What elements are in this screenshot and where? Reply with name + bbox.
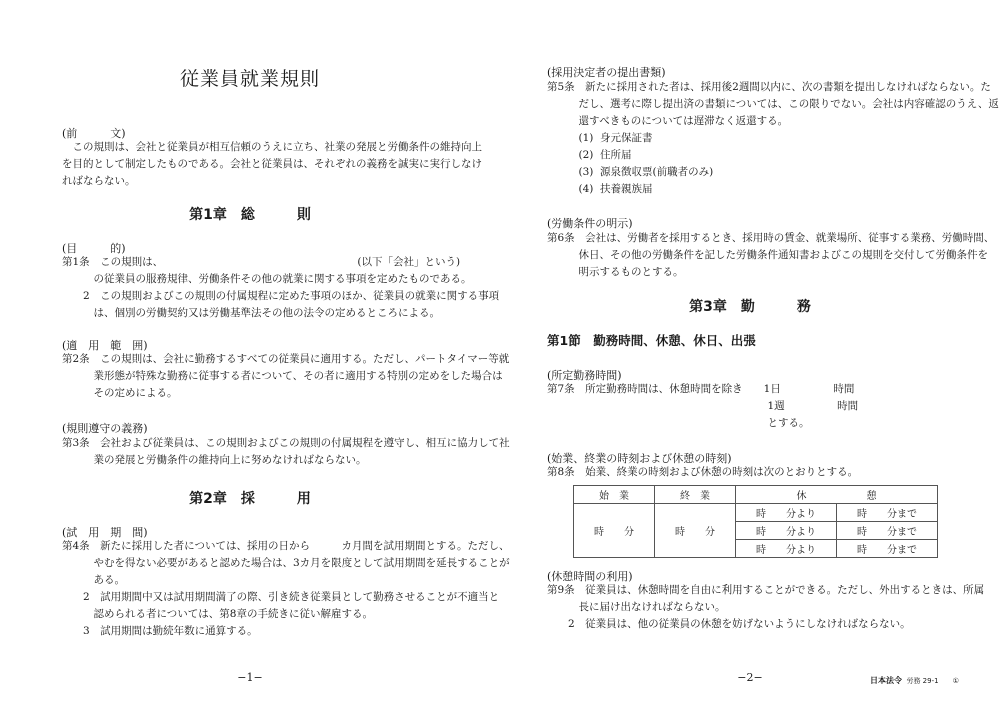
article-9-body: 第9条 従業員は、休憩時間を自由に利用することができる。ただし、外出するときは、所属 長に届け出なければならない。 2 従業員は、他の従業員の休憩を妨げないようにしなければならない。 <box>547 584 985 630</box>
article-7-heading: (所定勤務時間) <box>547 369 622 382</box>
section-1-title: 第1節 勤務時間、休憩、休日、出張 <box>547 333 756 348</box>
start-time-cell: 時 分 <box>574 504 655 558</box>
article-7-body: 第7条 所定勤務時間は、休憩時間を除き 1日 時間 1週 時間 とする。 <box>547 383 859 429</box>
header-break: 休 憩 <box>736 486 938 504</box>
article-5-heading: (採用決定者の提出書類) <box>547 66 666 79</box>
document-title: 従業員就業規則 <box>179 68 320 90</box>
article-8-heading: (始業、終業の時刻および休憩の時刻) <box>547 452 732 465</box>
article-8-body: 第8条 始業、終業の時刻および休憩の時刻は次のとおりとする。 <box>547 466 859 478</box>
form-code: 労務 29-1 ① <box>906 677 959 685</box>
article-2-body: 第2条 この規則は、会社に勤務するすべての従業員に適用する。ただし、パートタイマー等就 業形態が特殊な勤務に従事する者について、その者に適用する特別の定めをした場合は その定めによる。 <box>62 353 510 399</box>
table-row <box>574 504 938 522</box>
article-3-body: 第3条 会社および従業員は、この規則およびこの規則の付属規程を遵守し、相互に協力して社 業の発展と労働条件の維持向上に努めなければならない。 <box>62 437 510 466</box>
article-6-body: 第6条 会社は、労働者を採用するとき、採用時の賃金、就業場所、従事する業務、労働時間、 休日、その他の労働条件を記した労働条件通知書およびこの規則を交付して労働条件を 明示するものとする。 <box>547 232 995 278</box>
page-number-2: −2− <box>737 671 763 684</box>
break-from-cell: 時 分より <box>736 522 837 540</box>
right-page <box>500 0 1000 707</box>
chapter-1-title: 第1章 総 則 <box>189 207 311 223</box>
preamble-body: この規則は、会社と従業員が相互信頼のうえに立ち、社業の発展と労働条件の維持向上 を目的として制定したものである。会社と従業員は、それぞれの義務を誠実に実行しなけ ればならない。 <box>62 141 482 187</box>
article-4-heading: (試 用 期 間) <box>62 526 148 539</box>
page-number-1: −1− <box>237 671 263 684</box>
article-4-body: 第4条 新たに採用した者については、採用の日から カ月間を試用期間とする。ただし、 やむを得ない必要があると認めた場合は、3カ月を限度として試用期間を延長することが ある。 2 試用期間中又は試用期間満了の際、引き続き従業員として勤務させることが不適当と 認められる者については、第8章の手続きに従い解雇する。 3 試用期間は勤続年数に通算する。 <box>62 540 510 637</box>
article-1-body: 第1条 この規則は、 (以下「会社」という) の従業員の服務規律、労働条件その他の就業に関する事項を定めたものである。 2 この規則およびこの規則の付属規程に定めた事項のほか、従業員の就業に関する事項 は、個別の労働契約又は労働基準法その他の法令の定めるところによる。 <box>62 256 500 319</box>
break-to-cell: 時 分まで <box>837 504 938 522</box>
article-1-heading: (目 的) <box>62 242 126 255</box>
break-from-cell: 時 分より <box>736 540 837 558</box>
publisher-mark <box>870 675 959 686</box>
table-header-row <box>574 486 938 504</box>
end-time-cell: 時 分 <box>655 504 736 558</box>
article-9-heading: (休憩時間の利用) <box>547 570 633 583</box>
header-end: 終 業 <box>655 486 736 504</box>
break-to-cell: 時 分まで <box>837 522 938 540</box>
break-to-cell: 時 分まで <box>837 540 938 558</box>
break-from-cell: 時 分より <box>736 504 837 522</box>
article-2-heading: (適 用 範 囲) <box>62 339 148 352</box>
preamble-heading: (前 文) <box>62 127 126 140</box>
article-3-heading: (規則遵守の義務) <box>62 422 148 435</box>
header-start: 始 業 <box>574 486 655 504</box>
chapter-2-title: 第2章 採 用 <box>189 491 311 507</box>
chapter-3-title: 第3章 勤 務 <box>689 299 811 315</box>
work-hours-table <box>573 485 938 558</box>
publisher-name: 日本法令 <box>870 676 902 685</box>
article-6-heading: (労働条件の明示) <box>547 217 633 230</box>
article-5-body: 第5条 新たに採用された者は、採用後2週間以内に、次の書類を提出しなければならない。た だし、選考に際し提出済の書類については、この限りでない。会社は内容確認のうえ、返 還すべきものについては遅滞なく返還する。 (1) 身元保証書 (2) 住所届 (3) 源泉徴収票(前職者のみ) (4) 扶養親族届 <box>547 81 999 195</box>
